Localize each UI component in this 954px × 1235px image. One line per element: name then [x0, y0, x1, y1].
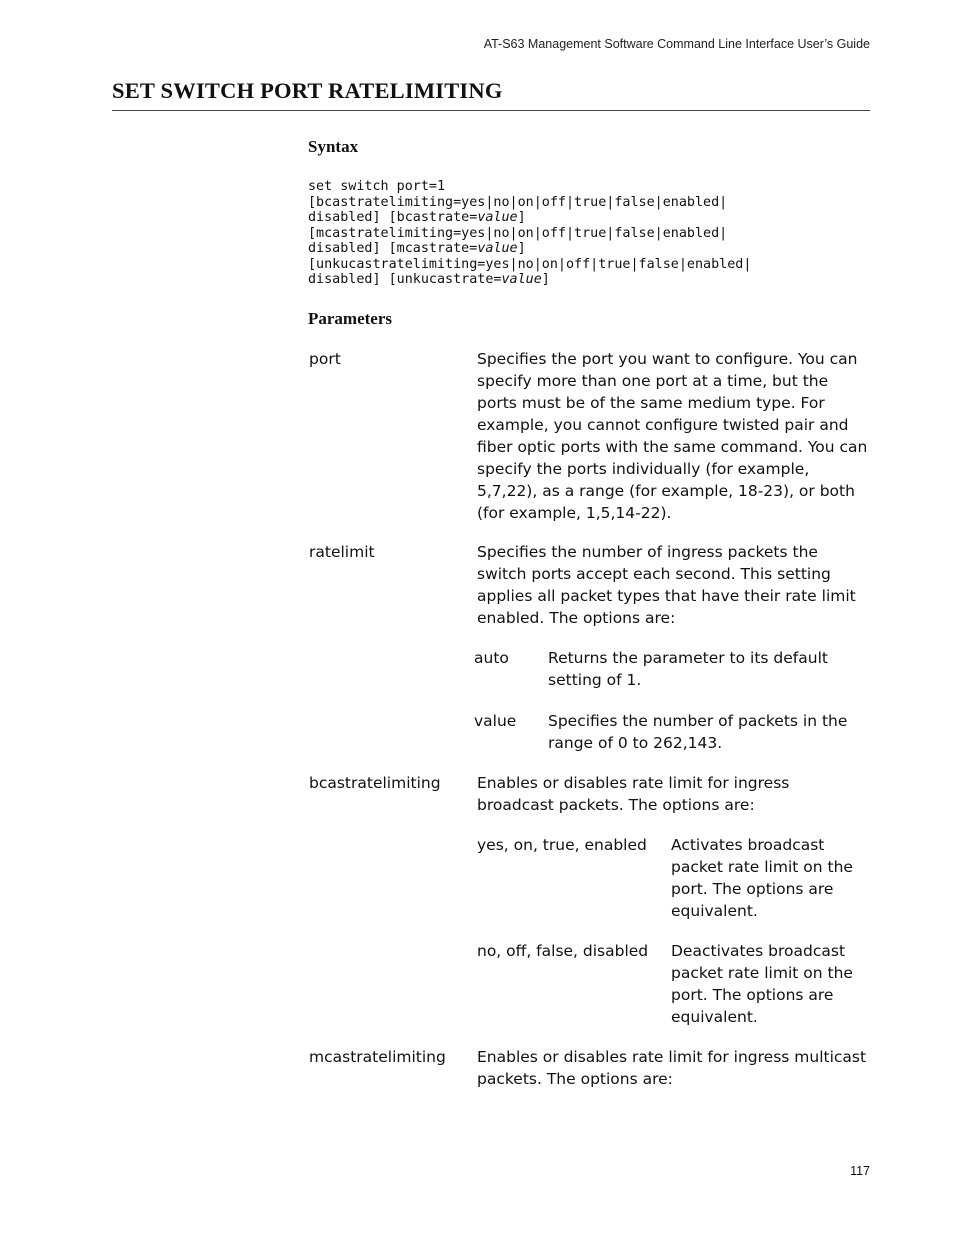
option-desc-enabled: Activates broadcast packet rate limit on the port. The options are equivalent.: [671, 836, 853, 920]
parameters-heading: Parameters: [308, 309, 393, 328]
code-line: set switch port=1: [308, 179, 446, 194]
param-desc-bcastratelimiting: Enables or disables rate limit for ingress broadcast packets. The options are:: [477, 774, 790, 814]
code-variable: value: [501, 272, 542, 287]
option-name-disabled: no, off, false, disabled: [477, 942, 649, 960]
option-name-enabled: yes, on, true, enabled: [477, 836, 647, 854]
param-desc-port: Specifies the port you want to configure. You can specify more than one port at a time, but the ports must be of the same medium type. For example, you cannot configure twisted pair and fiber optic ports with the same command. You can specify the ports individually (for example, 5,7,22), as a range (for example, 18-23), or both (for example, 1,5,14-22).: [477, 350, 868, 522]
page-number: 117: [850, 1164, 870, 1178]
param-desc-mcastratelimiting: Enables or disables rate limit for ingress multicast packets. The options are:: [477, 1048, 867, 1088]
syntax-heading: Syntax: [308, 137, 359, 156]
code-line: disabled] [bcastrate=value]: [308, 210, 526, 225]
code-variable: value: [477, 241, 518, 256]
option-desc-disabled: Deactivates broadcast packet rate limit on the port. The options are equivalent.: [671, 942, 853, 1026]
code-line: [mcastratelimiting=yes|no|on|off|true|false|enabled|: [308, 225, 728, 241]
section-title: SET SWITCH PORT RATELIMITING: [112, 78, 503, 103]
option-name-value: value: [474, 712, 517, 730]
code-line: disabled] [mcastrate=value]: [308, 241, 526, 256]
param-term-mcastratelimiting: mcastratelimiting: [309, 1048, 446, 1066]
param-term-bcastratelimiting: bcastratelimiting: [309, 774, 441, 792]
syntax-code-block: [308, 179, 751, 288]
code-line: [bcastratelimiting=yes|no|on|off|true|false|enabled|: [308, 194, 728, 210]
code-line: disabled] [unkucastrate=value]: [308, 272, 550, 287]
option-desc-auto: Returns the parameter to its default setting of 1.: [548, 649, 828, 689]
title-rule: [112, 110, 870, 111]
code-line: [unkucastratelimiting=yes|no|on|off|true|false|enabled|: [308, 256, 752, 272]
option-desc-value: Specifies the number of packets in the range of 0 to 262,143.: [548, 712, 848, 752]
param-term-ratelimit: ratelimit: [309, 543, 375, 561]
param-desc-ratelimit: Specifies the number of ingress packets the switch ports accept each second. This setting applies all packet types that have their rate limit enabled. The options are:: [477, 543, 856, 627]
code-variable: value: [477, 210, 518, 225]
running-header: AT-S63 Management Software Command Line Interface User’s Guide: [483, 37, 870, 51]
param-term-port: port: [309, 350, 341, 368]
option-name-auto: auto: [474, 649, 509, 667]
